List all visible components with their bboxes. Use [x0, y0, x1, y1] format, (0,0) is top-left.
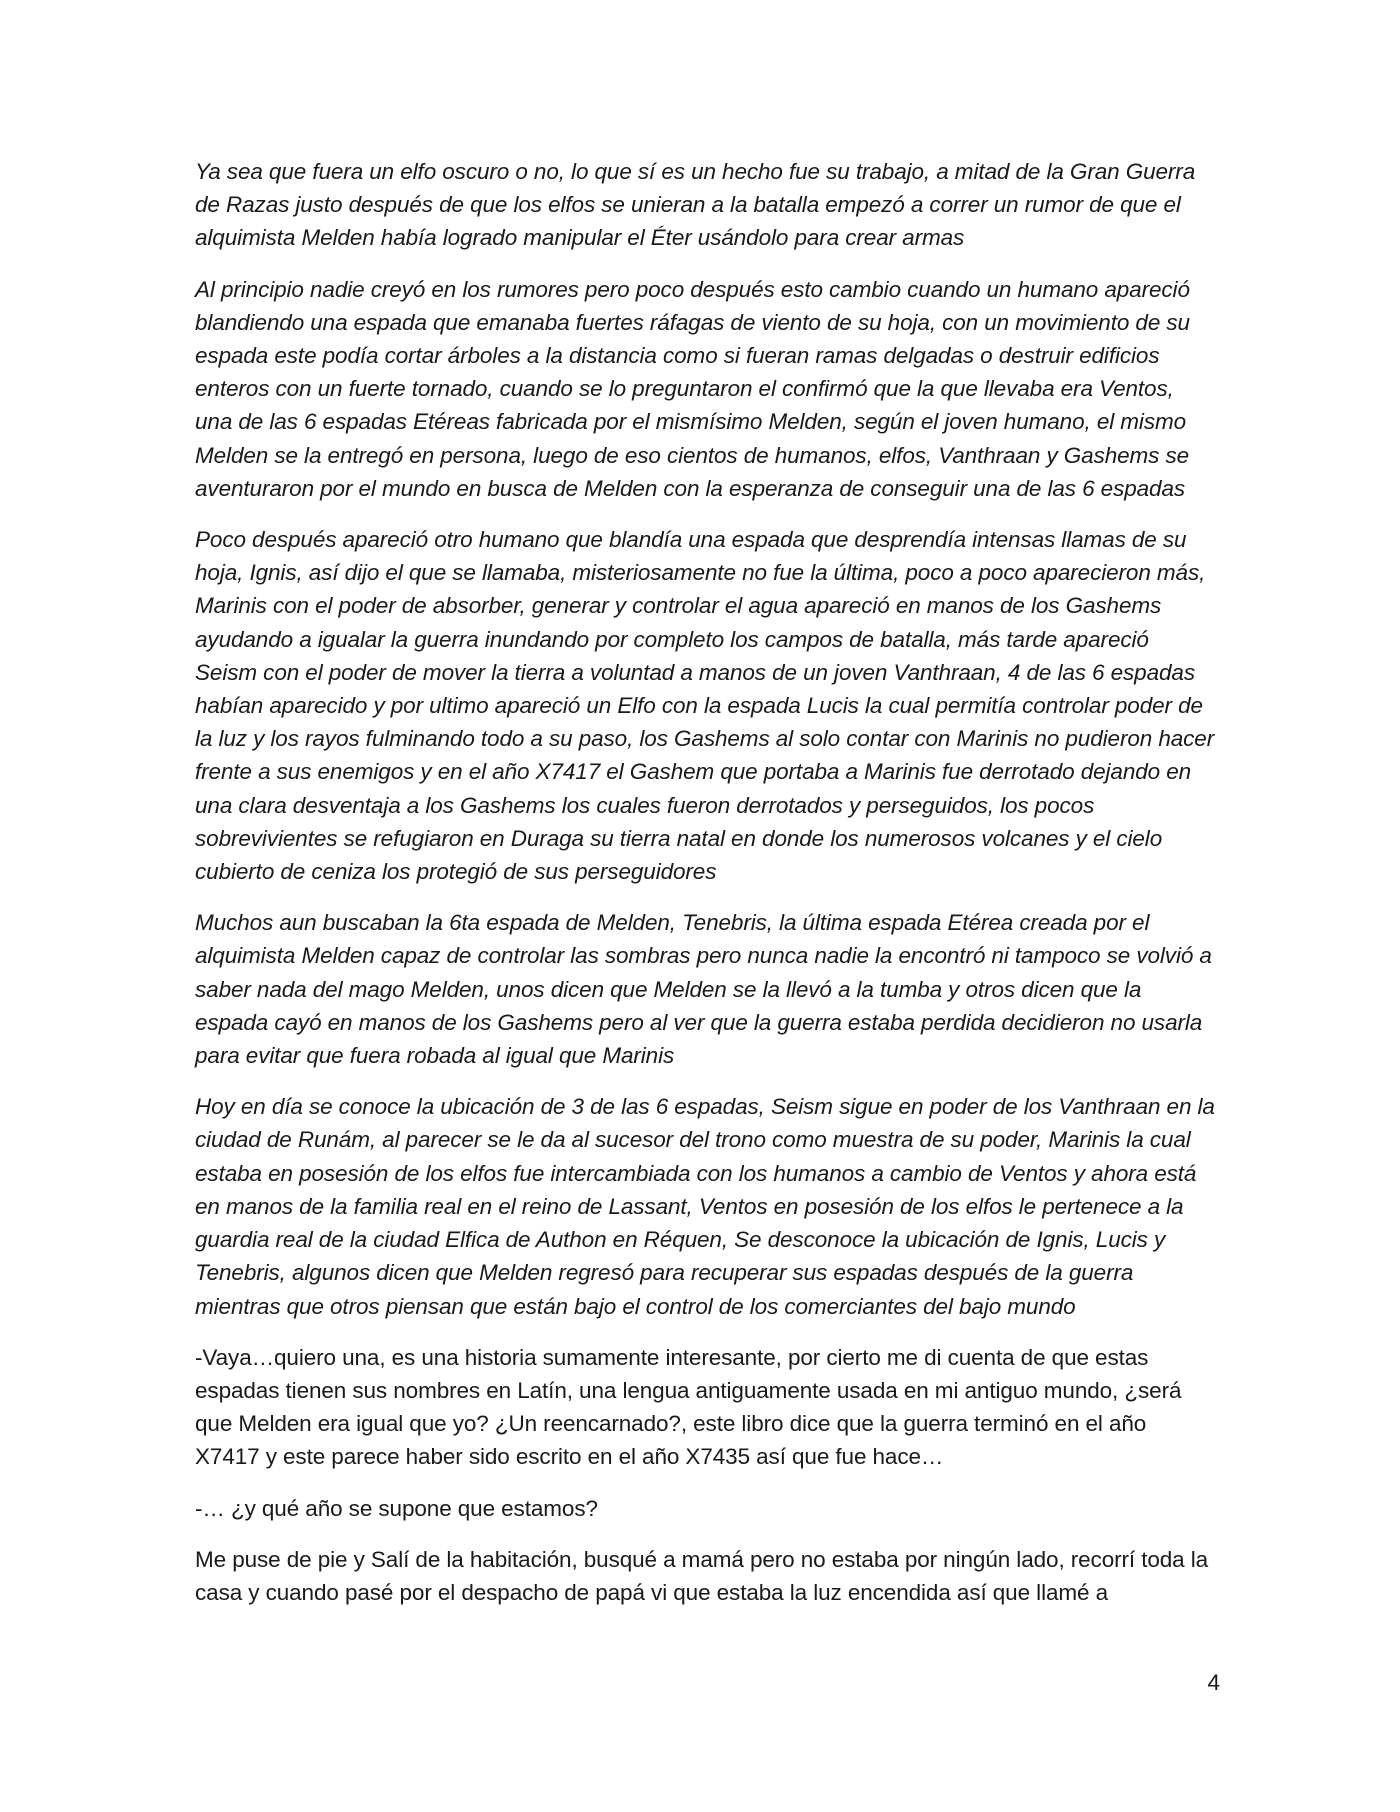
- paragraph-8: Me puse de pie y Salí de la habitación, busqué a mamá pero no estaba por ningún lado, recorrí toda la casa y cuando pasé por el despacho de papá vi que estaba la luz encendida así que llamé a: [195, 1546, 1209, 1605]
- paragraph-5: Hoy en día se conoce la ubicación de 3 de las 6 espadas, Seism sigue en poder de los Vanthraan en la ciudad de Runám, al parecer se le da al sucesor del trono como muestra de su poder, Marinis la cual estaba en posesión de los elfos fue intercambiada con los humanos a cambio de Ventos y ahora está en manos de la familia real en el reino de Lassant, Ventos en posesión de los elfos le pertenece a la guardia real de la ciudad Elfica de Authon en Réquen, Se desconoce la ubicación de Ignis, Lucis y Tenebris, algunos dicen que Melden regresó para recuperar sus espadas después de la guerra mientras que otros piensan que están bajo el control de los comerciantes del bajo mundo: [195, 1094, 1215, 1319]
- page-number: 4: [1207, 1670, 1220, 1695]
- document-body: [195, 155, 1215, 1627]
- paragraph-1: Ya sea que fuera un elfo oscuro o no, lo que sí es un hecho fue su trabajo, a mitad de la Gran Guerra de Razas justo después de que los elfos se unieran a la batalla empezó a correr un rumor de que el alquimista Melden había logrado manipular el Éter usándolo para crear armas: [195, 159, 1196, 251]
- paragraph-7: -… ¿y qué año se supone que estamos?: [195, 1495, 598, 1521]
- paragraph-6: -Vaya…quiero una, es una historia sumamente interesante, por cierto me di cuenta de que estas espadas tienen sus nombres en Latín, una lengua antiguamente usada en mi antiguo mundo, ¿será que Melden era igual que yo? ¿Un reencarnado?, este libro dice que la guerra terminó en el año X7417 y este parece haber sido escrito en el año X7435 así que fue hace…: [195, 1344, 1182, 1470]
- paragraph-2: Al principio nadie creyó en los rumores pero poco después esto cambio cuando un humano apareció blandiendo una espada que emanaba fuertes ráfagas de viento de su hoja, con un movimiento de su espada este podía cortar árboles a la distancia como si fueran ramas delgadas o destruir edificios enteros con un fuerte tornado, cuando se lo preguntaron el confirmó que la que llevaba era Ventos, una de las 6 espadas Etéreas fabricada por el mismísimo Melden, según el joven humano, el mismo Melden se la entregó en persona, luego de eso cientos de humanos, elfos, Vanthraan y Gashems se aventuraron por el mundo en busca de Melden con la esperanza de conseguir una de las 6 espadas: [195, 276, 1190, 501]
- paragraph-4: Muchos aun buscaban la 6ta espada de Melden, Tenebris, la última espada Etérea creada por el alquimista Melden capaz de controlar las sombras pero nunca nadie la encontró ni tampoco se volvió a saber nada del mago Melden, unos dicen que Melden se la llevó a la tumba y otros dicen que la espada cayó en manos de los Gashems pero al ver que la guerra estaba perdida decidieron no usarla para evitar que fuera robada al igual que Marinis: [195, 910, 1212, 1069]
- paragraph-3: Poco después apareció otro humano que blandía una espada que desprendía intensas llamas de su hoja, Ignis, así dijo el que se llamaba, misteriosamente no fue la última, poco a poco aparecieron más, Marinis con el poder de absorber, generar y controlar el agua apareció en manos de los Gashems ayudando a igualar la guerra inundando por completo los campos de batalla, más tarde apareció Seism con el poder de mover la tierra a voluntad a manos de un joven Vanthraan, 4 de las 6 espadas habían aparecido y por ultimo apareció un Elfo con la espada Lucis la cual permitía controlar poder de la luz y los rayos fulminando todo a su paso, los Gashems al solo contar con Marinis no pudieron hacer frente a sus enemigos y en el año X7417 el Gashem que portaba a Marinis fue derrotado dejando en una clara desventaja a los Gashems los cuales fueron derrotados y perseguidos, los pocos sobrevivientes se refugiaron en Duraga su tierra natal en donde los numerosos volcanes y el cielo cubierto de ceniza los protegió de sus perseguidores: [195, 527, 1215, 885]
